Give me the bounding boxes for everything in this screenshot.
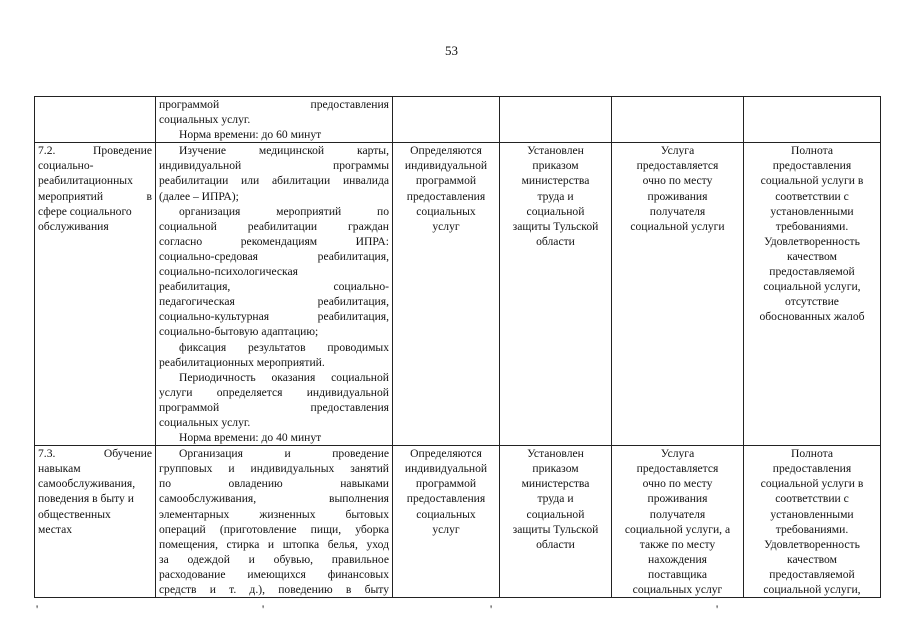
quality-line: Полнота — [790, 144, 833, 158]
service-line: общественных — [38, 507, 111, 521]
volume-line: социальных — [416, 507, 476, 521]
description-line: программой предоставления — [159, 400, 389, 414]
term-line: приказом — [532, 159, 579, 173]
service-line: сфере социального — [38, 204, 132, 218]
conditions-line: предоставляется — [636, 462, 719, 476]
description-line: самообслуживания, выполнения — [159, 492, 389, 506]
service-quality-cell — [744, 97, 881, 143]
service-line: обслуживания — [38, 219, 109, 233]
description-line: за одеждой и обувью, правильное — [159, 552, 389, 566]
service-line: социально- — [38, 159, 94, 173]
conditions-line: также по месту — [639, 537, 716, 551]
term-line: защиты Тульской — [512, 219, 599, 233]
service-line: 7.3. Обучение — [38, 447, 152, 461]
service-conditions-cell — [612, 446, 744, 598]
description-line: согласно рекомендациям ИПРА: — [159, 234, 389, 248]
services-table — [34, 96, 881, 598]
volume-line: предоставления — [406, 492, 486, 506]
term-line: социальной — [526, 507, 585, 521]
description-line: Норма времени: до 60 минут — [179, 128, 322, 142]
service-term-cell — [500, 143, 612, 446]
service-volume-cell — [393, 446, 500, 598]
volume-line: индивидуальной — [404, 462, 488, 476]
term-line: Установлен — [527, 144, 584, 158]
service-line: реабилитационных — [38, 174, 133, 188]
quality-line: качеством — [787, 552, 837, 566]
volume-line: услуг — [432, 219, 460, 233]
description-line: средств и т. д.), поведению в быту — [159, 583, 389, 596]
quality-line: отсутствие — [785, 295, 839, 309]
description-line: социально-психологическая — [159, 265, 298, 279]
description-line: (далее – ИПРА); — [159, 189, 239, 203]
quality-line: качеством — [787, 249, 837, 263]
term-line: области — [536, 234, 575, 248]
volume-line: индивидуальной — [404, 159, 488, 173]
page-number: 53 — [445, 43, 458, 58]
service-name-cell — [35, 143, 156, 446]
description-line: педагогическая реабилитация, — [159, 295, 389, 309]
footer-mark: ' — [716, 602, 719, 616]
quality-line: требованиями. — [775, 219, 849, 233]
conditions-line: получателя — [649, 507, 706, 521]
page-footer-marks — [0, 604, 903, 614]
term-line: Установлен — [527, 447, 584, 461]
description-line: социальной реабилитации граждан — [159, 219, 389, 233]
service-line: самообслуживания, — [38, 477, 136, 491]
description-line: расходование имеющихся финансовых — [159, 567, 389, 581]
quality-line: социальной услуги, — [763, 583, 861, 596]
description-line: реабилитационных мероприятий. — [159, 355, 325, 369]
volume-line: программой — [415, 477, 477, 491]
service-line: мероприятий в — [38, 189, 152, 203]
term-line: труда и — [537, 492, 574, 506]
quality-line: установленными — [770, 507, 854, 521]
quality-line: Полнота — [790, 447, 833, 461]
conditions-line: Услуга — [660, 447, 695, 461]
conditions-line: очно по месту — [642, 477, 713, 491]
quality-line: Удовлетворенность — [764, 537, 860, 551]
service-conditions-cell — [612, 143, 744, 446]
service-term-cell — [500, 446, 612, 598]
quality-line: предоставления — [772, 159, 852, 173]
description-line: индивидуальной программы — [159, 159, 389, 173]
conditions-line: проживания — [647, 492, 708, 506]
service-volume-cell — [393, 97, 500, 143]
description-line: Норма времени: до 40 минут — [179, 431, 322, 445]
description-line: социальных услуг. — [159, 113, 251, 127]
description-line: по овладению навыками — [159, 477, 389, 491]
quality-line: Удовлетворенность — [764, 234, 860, 248]
quality-line: предоставляемой — [769, 265, 855, 279]
quality-line: социальной услуги, — [763, 280, 861, 294]
service-name-cell — [35, 97, 156, 143]
description-line: помещения, стирка и штопка белья, уход — [159, 537, 389, 551]
description-line: организация мероприятий по — [179, 204, 389, 218]
service-name-cell — [35, 446, 156, 598]
description-line: элементарных жизненных бытовых — [159, 507, 389, 521]
quality-line: установленными — [770, 204, 854, 218]
description-line: реабилитации или абилитации инвалида — [159, 174, 389, 188]
service-term-cell — [500, 97, 612, 143]
description-line: социально-культурная реабилитация, — [159, 310, 389, 324]
description-line: Изучение медицинской карты, — [179, 144, 389, 158]
volume-line: программой — [415, 174, 477, 188]
volume-line: социальных — [416, 204, 476, 218]
service-volume-cell — [393, 143, 500, 446]
description-line: операций (приготовление пищи, уборка — [159, 522, 389, 536]
service-line: навыкам — [38, 462, 81, 476]
description-line: социально-средовая реабилитация, — [159, 249, 389, 263]
conditions-line: социальных услуг — [632, 583, 723, 596]
service-line: местах — [38, 522, 73, 536]
volume-line: Определяются — [410, 447, 482, 461]
conditions-line: проживания — [647, 189, 708, 203]
footer-mark: ' — [490, 602, 493, 616]
description-line: реабилитация, социально- — [159, 280, 389, 294]
description-line: социальных услуг. — [159, 415, 251, 429]
service-description-cell — [156, 143, 393, 446]
quality-line: предоставления — [772, 462, 852, 476]
description-line: фиксация результатов проводимых — [179, 340, 389, 354]
description-line: услуги определяется индивидуальной — [159, 385, 389, 399]
conditions-line: очно по месту — [642, 174, 713, 188]
service-conditions-cell — [612, 97, 744, 143]
term-line: министерства — [521, 174, 590, 188]
term-line: защиты Тульской — [512, 522, 599, 536]
conditions-line: поставщика — [648, 567, 707, 581]
service-description-cell — [156, 446, 393, 598]
footer-mark: ' — [262, 602, 265, 616]
footer-mark: ' — [36, 602, 39, 616]
description-line: социально-бытовую адаптацию; — [159, 325, 319, 339]
term-line: труда и — [537, 189, 574, 203]
description-line: групповых и индивидуальных занятий — [159, 462, 389, 476]
conditions-line: нахождения — [647, 552, 707, 566]
service-description-cell — [156, 97, 393, 143]
quality-line: соответствии с — [775, 189, 849, 203]
service-quality-cell — [744, 143, 881, 446]
service-quality-cell — [744, 446, 881, 598]
volume-line: предоставления — [406, 189, 486, 203]
conditions-line: Услуга — [660, 144, 695, 158]
quality-line: требованиями. — [775, 522, 849, 536]
conditions-line: получателя — [649, 204, 706, 218]
quality-line: социальной услуги в — [760, 477, 864, 491]
volume-line: Определяются — [410, 144, 482, 158]
conditions-line: социальной услуги — [630, 219, 725, 233]
service-line: поведения в быту и — [38, 492, 134, 506]
quality-line: социальной услуги в — [760, 174, 864, 188]
quality-line: соответствии с — [775, 492, 849, 506]
conditions-line: социальной услуги, а — [624, 522, 731, 536]
term-line: министерства — [521, 477, 590, 491]
table-row — [35, 143, 881, 446]
term-line: области — [536, 537, 575, 551]
volume-line: услуг — [432, 522, 460, 536]
table-row — [35, 446, 881, 598]
service-line: 7.2. Проведение — [38, 144, 152, 158]
quality-line: обоснованных жалоб — [759, 310, 865, 324]
term-line: приказом — [532, 462, 579, 476]
description-line: Периодичность оказания социальной — [179, 370, 389, 384]
description-line: программой предоставления — [159, 98, 389, 111]
quality-line: предоставляемой — [769, 567, 855, 581]
description-line: Организация и проведение — [179, 447, 389, 461]
term-line: социальной — [526, 204, 585, 218]
table-row — [35, 97, 881, 143]
conditions-line: предоставляется — [636, 159, 719, 173]
